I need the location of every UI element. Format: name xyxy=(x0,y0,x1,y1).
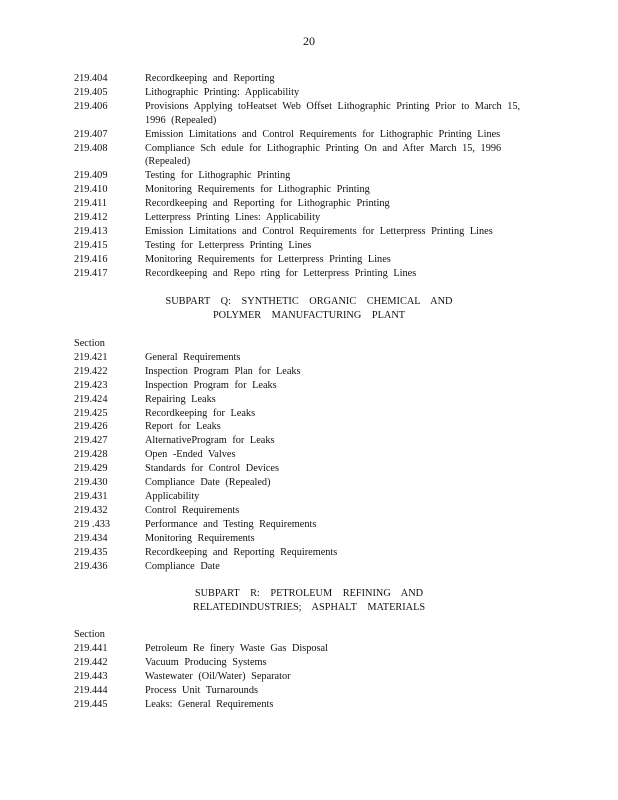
toc-entry xyxy=(74,490,544,504)
toc-entry xyxy=(74,253,544,267)
section-number: 219.430 xyxy=(74,477,108,489)
section-number: 219 .433 xyxy=(74,518,111,530)
section-title: Applicability xyxy=(145,490,200,502)
toc-entry xyxy=(74,560,544,574)
toc-block-3 xyxy=(74,642,544,712)
section-title: Petroleum Re finery Waste Gas Disposal xyxy=(145,642,328,654)
toc-entry xyxy=(74,211,544,225)
toc-entry xyxy=(74,267,544,281)
toc-entry xyxy=(74,518,544,532)
section-number: 219.408 xyxy=(74,142,108,154)
toc-entry xyxy=(74,448,544,462)
toc-entry xyxy=(74,670,544,684)
section-number: 219.428 xyxy=(74,449,108,461)
section-title: Repairing Leaks xyxy=(145,393,216,405)
section-label: Section xyxy=(74,629,105,640)
section-number: 219.429 xyxy=(74,463,108,475)
toc-entry xyxy=(74,393,544,407)
toc-entry xyxy=(74,546,544,560)
section-number: 219.444 xyxy=(74,684,108,696)
section-title: Monitoring Requirements for Lithographic Printing xyxy=(145,184,370,196)
section-number: 219.425 xyxy=(74,407,108,419)
section-number: 219.415 xyxy=(74,239,108,251)
toc-entry xyxy=(74,351,544,365)
section-number: 219.424 xyxy=(74,393,108,405)
section-number: 219.410 xyxy=(74,184,108,196)
toc-entry xyxy=(74,420,544,434)
page-number: 20 xyxy=(303,34,315,48)
section-number: 219.426 xyxy=(74,421,108,433)
toc-entry xyxy=(74,365,544,379)
toc-entry xyxy=(74,698,544,712)
toc-entry xyxy=(74,142,544,170)
section-number: 219.441 xyxy=(74,642,108,654)
section-number: 219.409 xyxy=(74,170,108,182)
section-number: 219.442 xyxy=(74,656,108,668)
section-title: Vacuum Producing Systems xyxy=(145,656,267,668)
toc-entry xyxy=(74,379,544,393)
toc-entry xyxy=(74,462,544,476)
toc-entry xyxy=(74,86,544,100)
section-title: Emission Limitations and Control Requirements for Lithographic Printing Lines xyxy=(145,128,501,140)
section-title: Open -Ended Valves xyxy=(145,449,236,461)
section-title: Recordkeeping and Reporting xyxy=(145,73,275,84)
toc-entry xyxy=(74,407,544,421)
toc-entry xyxy=(74,476,544,490)
toc-block-2 xyxy=(74,351,544,574)
section-title: Lithographic Printing: Applicability xyxy=(145,86,300,98)
section-title: Recordkeeping and Reporting for Lithographic Printing xyxy=(145,198,390,210)
section-number: 219.404 xyxy=(74,73,108,84)
section-number: 219.407 xyxy=(74,128,108,140)
toc-entry xyxy=(74,656,544,670)
section-title: Recordkeeping for Leaks xyxy=(145,407,256,419)
section-title: Monitoring Requirements for Letterpress Printing Lines xyxy=(145,253,391,265)
section-title: Testing for Lithographic Printing xyxy=(145,170,291,182)
section-title: General Requirements xyxy=(145,351,241,363)
toc-block-2-wrap xyxy=(74,337,544,573)
section-label: Section xyxy=(74,338,105,349)
toc-entry xyxy=(74,100,544,128)
subpart-r-line2: RELATEDINDUSTRIES; ASPHALT MATERIALS xyxy=(192,602,426,613)
toc-entry xyxy=(74,225,544,239)
section-title: Monitoring Requirements xyxy=(145,532,255,544)
section-title: Compliance Date (Repealed) xyxy=(145,477,271,489)
toc-entry xyxy=(74,169,544,183)
section-number: 219.443 xyxy=(74,670,108,682)
section-title: Compliance Date xyxy=(145,560,220,572)
section-title: Control Requirements xyxy=(145,504,240,516)
toc-block-3-wrap xyxy=(74,628,544,711)
toc-entry xyxy=(74,197,544,211)
section-title: Emission Limitations and Control Requirements for Letterpress Printing Lines xyxy=(145,225,493,237)
section-title: Standards for Control Devices xyxy=(145,463,279,475)
toc-entry xyxy=(74,684,544,698)
section-number: 219.432 xyxy=(74,504,108,516)
subpart-q-line1: SUBPART Q: SYNTHETIC ORGANIC CHEMICAL AND xyxy=(165,296,453,307)
subpart-q-heading xyxy=(74,295,544,323)
section-title: Compliance Sch edule for Lithographic Printing On and After March 15, 1996 (Repealed) xyxy=(145,142,502,168)
section-number: 219.411 xyxy=(74,198,108,210)
toc-entry xyxy=(74,72,544,86)
section-title: Wastewater (Oil/Water) Separator xyxy=(145,670,291,682)
section-title: Recordkeeping and Repo rting for Letterpress Printing Lines xyxy=(145,267,417,279)
toc-entry xyxy=(74,434,544,448)
section-number: 219.434 xyxy=(74,532,108,544)
section-title: Recordkeeping and Reporting Requirements xyxy=(145,546,338,558)
toc-entry xyxy=(74,642,544,656)
section-title: AlternativeProgram for Leaks xyxy=(145,435,275,447)
section-number: 219.412 xyxy=(74,212,108,224)
section-number: 219.427 xyxy=(74,435,108,447)
section-number: 219.413 xyxy=(74,225,108,237)
section-title: Testing for Letterpress Printing Lines xyxy=(145,239,312,251)
section-number: 219.435 xyxy=(74,546,108,558)
section-number: 219.422 xyxy=(74,365,108,377)
toc-entry xyxy=(74,128,544,142)
section-number: 219.416 xyxy=(74,253,108,265)
section-title: Inspection Program for Leaks xyxy=(145,379,277,391)
subpart-r-heading xyxy=(74,587,544,615)
section-title: Performance and Testing Requirements xyxy=(145,518,317,530)
toc-entry xyxy=(74,532,544,546)
section-number: 219.431 xyxy=(74,490,108,502)
section-number: 219.405 xyxy=(74,86,108,98)
section-number: 219.406 xyxy=(74,100,108,112)
section-title: Leaks: General Requirements xyxy=(145,698,274,710)
section-number: 219.445 xyxy=(74,698,108,710)
toc-entry xyxy=(74,239,544,253)
section-number: 219.436 xyxy=(74,560,108,572)
subpart-r-line1: SUBPART R: PETROLEUM REFINING AND xyxy=(194,588,424,599)
toc-entry xyxy=(74,504,544,518)
section-title: Inspection Program Plan for Leaks xyxy=(145,365,301,377)
subpart-q-line2: POLYMER MANUFACTURING PLANT xyxy=(212,310,406,321)
section-title: Letterpress Printing Lines: Applicability xyxy=(145,212,321,224)
section-number: 219.423 xyxy=(74,379,108,391)
toc-block-1 xyxy=(74,72,544,281)
section-title: Report for Leaks xyxy=(145,421,221,433)
section-title: Process Unit Turnarounds xyxy=(145,684,258,696)
section-number: 219.417 xyxy=(74,267,108,279)
toc-entry xyxy=(74,183,544,197)
section-number: 219.421 xyxy=(74,351,108,363)
section-title: Provisions Applying toHeatset Web Offset Lithographic Printing Prior to March 15, 1996 (Repealed) xyxy=(145,100,521,126)
